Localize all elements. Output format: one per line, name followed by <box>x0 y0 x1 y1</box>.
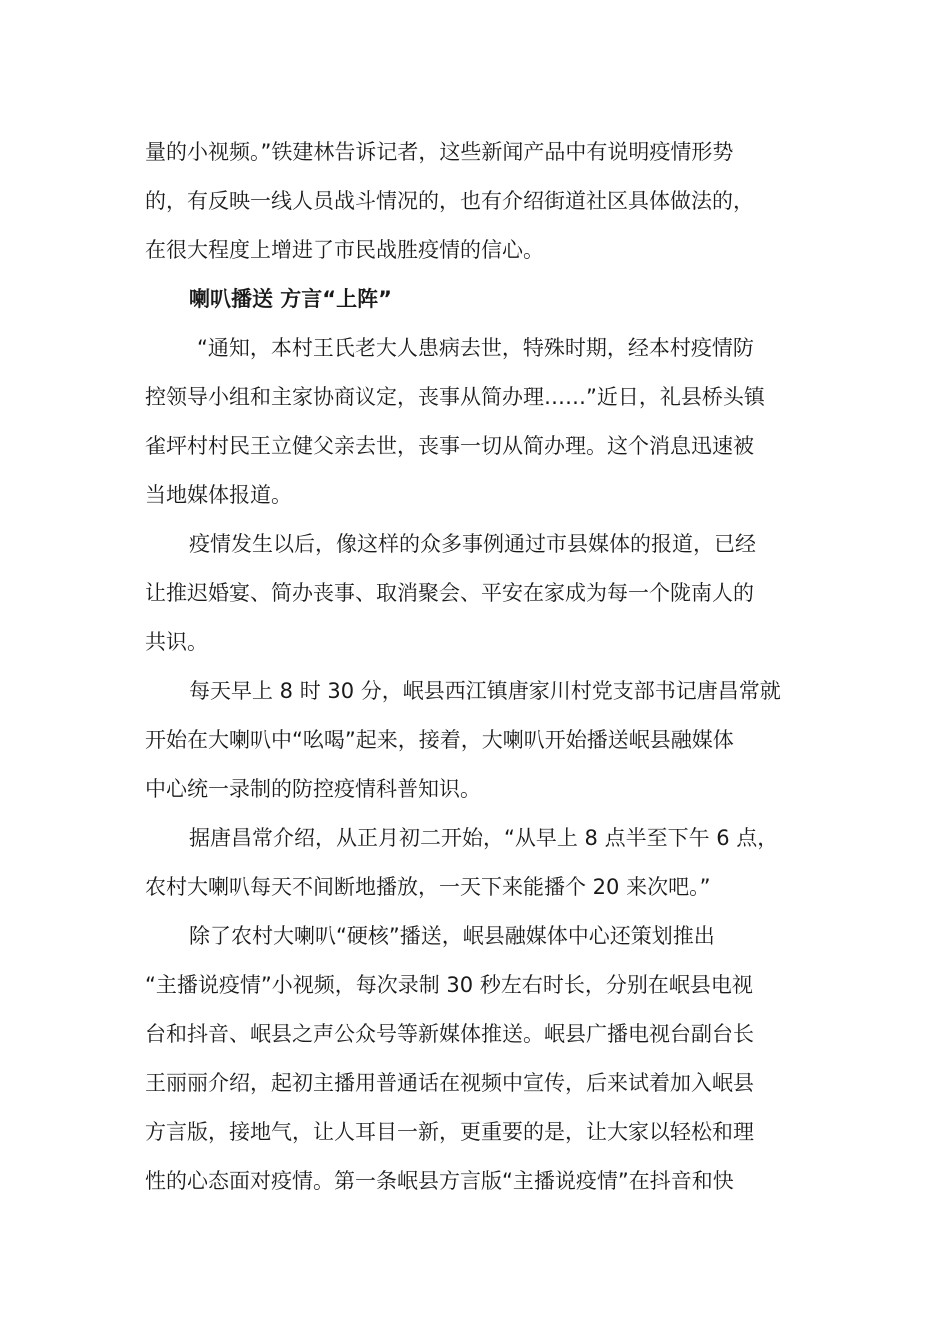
text-line: 除了农村大喇叭“硬核”播送，岷县融媒体中心还策划推出 <box>189 924 715 948</box>
text-line: “通知，本村王氏老大人患病去世，特殊时期，经本村疫情防 <box>197 336 754 360</box>
text-line: “主播说疫情”小视频，每次录制 30 秒左右时长，分别在岷县电视 <box>145 973 753 997</box>
text-line: 农村大喇叭每天不间断地播放，一天下来能播个 20 来次吧。” <box>145 875 711 899</box>
paragraph-funeral-notice <box>145 324 810 520</box>
text-line: 在很大程度上增进了市民战胜疫情的信心。 <box>145 238 544 262</box>
paragraph-news-products <box>145 128 810 275</box>
text-line: 共识。 <box>145 630 208 654</box>
text-line: 每天早上 8 时 30 分，岷县西江镇唐家川村党支部书记唐昌常就 <box>189 679 781 703</box>
paragraph-loudspeaker <box>145 667 810 814</box>
text-line: 让推迟婚宴、简办丧事、取消聚会、平安在家成为每一个陇南人的 <box>145 581 754 605</box>
text-line: 性的心态面对疫情。第一条岷县方言版“主播说疫情”在抖音和快 <box>145 1169 734 1193</box>
text-line: 当地媒体报道。 <box>145 483 292 507</box>
section-heading: 喇叭播送 方言“上阵” <box>189 287 392 311</box>
text-line: 雀坪村村民王立健父亲去世，丧事一切从简办理。这个消息迅速被 <box>145 434 754 458</box>
text-line: 台和抖音、岷县之声公众号等新媒体推送。岷县广播电视台副台长 <box>145 1022 754 1046</box>
text-line: 据唐昌常介绍，从正月初二开始，“从早上 8 点半至下午 6 点， <box>189 826 779 850</box>
text-line: 疫情发生以后，像这样的众多事例通过市县媒体的报道，已经 <box>189 532 756 556</box>
text-line: 控领导小组和主家协商议定，丧事从简办理……”近日，礼县桥头镇 <box>145 385 765 409</box>
text-line: 方言版，接地气，让人耳目一新，更重要的是，让大家以轻松和理 <box>145 1120 754 1144</box>
text-line: 量的小视频。”铁建林告诉记者，这些新闻产品中有说明疫情形势 <box>145 140 734 164</box>
paragraph-dialect-video <box>145 912 810 1206</box>
text-line: 开始在大喇叭中“吆喝”起来，接着，大喇叭开始播送岷县融媒体 <box>145 728 734 752</box>
paragraph-broadcast-schedule <box>145 814 810 912</box>
paragraph-consensus <box>145 520 810 667</box>
text-line: 中心统一录制的防控疫情科普知识。 <box>145 777 481 801</box>
text-line: 王丽丽介绍，起初主播用普通话在视频中宣传，后来试着加入岷县 <box>145 1071 754 1095</box>
text-line: 的，有反映一线人员战斗情况的，也有介绍街道社区具体做法的， <box>145 189 754 213</box>
article-body <box>145 128 810 1206</box>
